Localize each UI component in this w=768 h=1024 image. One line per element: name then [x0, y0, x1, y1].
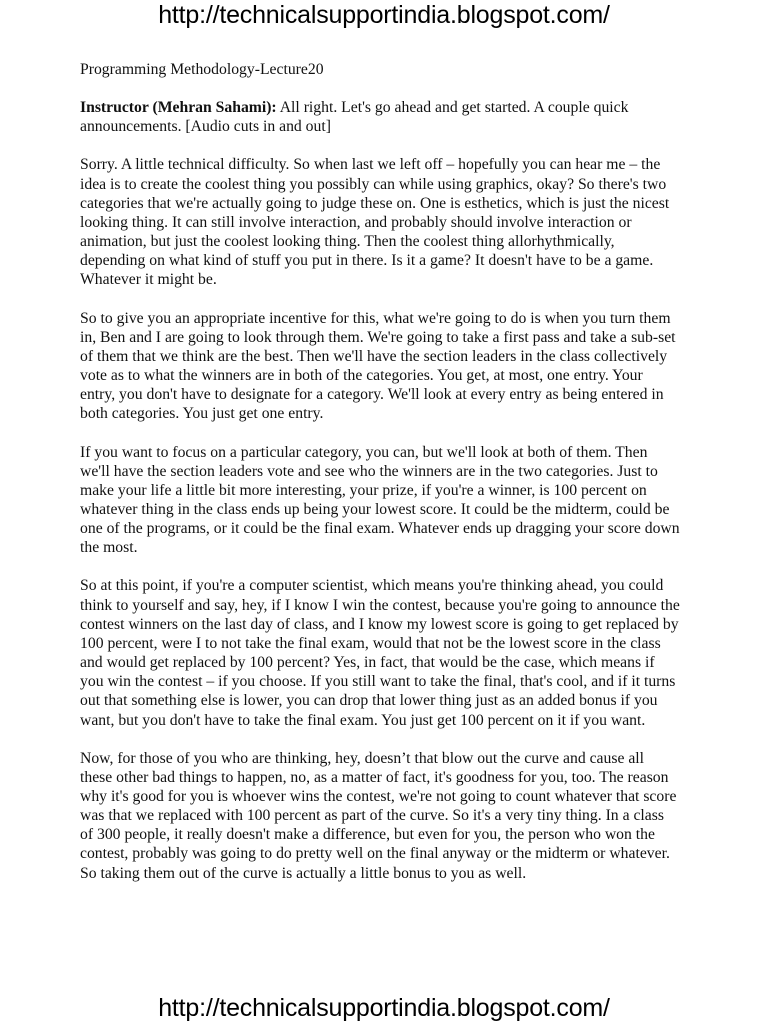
paragraph: Now, for those of you who are thinking, hey, doesn’t that blow out the curve and cause all these other bad things to happen, no, as a matter of fact, it's goodness for you, too. The reason why it's good for you is whoever wins the contest, we're not going to count whatever that score was that we replaced with 100 percent as part of the curve. So it's a very tiny thing. In a class of 300 people, it really doesn't make a difference, but even for you, the person who won the contest, probably was going to do pretty well on the final anyway or the midterm or whatever. So taking them out of the curve is actually a little bonus to you as well.: [80, 749, 677, 882]
paragraph-intro: [80, 98, 680, 136]
watermark-url-top: http://technicalsupportindia.blogspot.com/: [158, 1, 610, 29]
document-title: Programming Methodology-Lecture20: [80, 61, 324, 78]
paragraph: So to give you an appropriate incentive for this, what we're going to do is when you turn them in, Ben and I are going to look through them. We're going to take a first pass and take a sub-set of them that we think are the best. Then we'll have the section leaders in the class collectively vote as to what the winners are in both of the categories. You get, at most, one entry. Your entry, you don't have to designate for a category. We'll look at every entry as being entered in both categories. You just get one entry.: [80, 309, 676, 423]
document-body: [80, 60, 680, 902]
paragraph-intro-text: All right. Let's go ahead and get started. A couple quick announcements. [Audio cuts in and out]: [80, 99, 629, 136]
speaker-label: Instructor (Mehran Sahami):: [80, 99, 277, 117]
paragraph: So at this point, if you're a computer scientist, which means you're thinking ahead, you could think to yourself and say, hey, if I know I win the contest, because you're going to announce the contest winners on the last day of class, and I know my lowest score is going to get replaced by 100 percent, were I to not take the final exam, would that not be the lowest score in the class and would get replaced by 100 percent? Yes, in fact, that would be the case, which means if you win the contest – if you choose. If you still want to take the final, that's cool, and if it turns out that something else is lower, you can drop that lower thing just as an added bonus if you want, but you don't have to take the final exam. You just get 100 percent on it if you want.: [80, 577, 680, 729]
watermark-url-bottom: http://technicalsupportindia.blogspot.com/: [158, 994, 610, 1022]
paragraph: Sorry. A little technical difficulty. So when last we left off – hopefully you can hear me – the idea is to create the coolest thing you possibly can while using graphics, okay? So there's two categories that we're actually going to judge these on. One is esthetics, which is just the nicest looking thing. It can still involve interaction, and probably should involve interaction or animation, but just the coolest looking thing. Then the coolest thing allorhythmically, depending on what kind of stuff you put in there. Is it a game? It doesn't have to be a game. Whatever it might be.: [80, 156, 670, 289]
paragraph: If you want to focus on a particular category, you can, but we'll look at both of them. Then we'll have the section leaders vote and see who the winners are in the two categories. Just to make your life a little bit more interesting, your prize, if you're a winner, is 100 percent on whatever thing in the class ends up being your lowest score. It could be the midterm, could be one of the programs, or it could be the final exam. Whatever ends up dragging your score down the most.: [80, 443, 680, 557]
